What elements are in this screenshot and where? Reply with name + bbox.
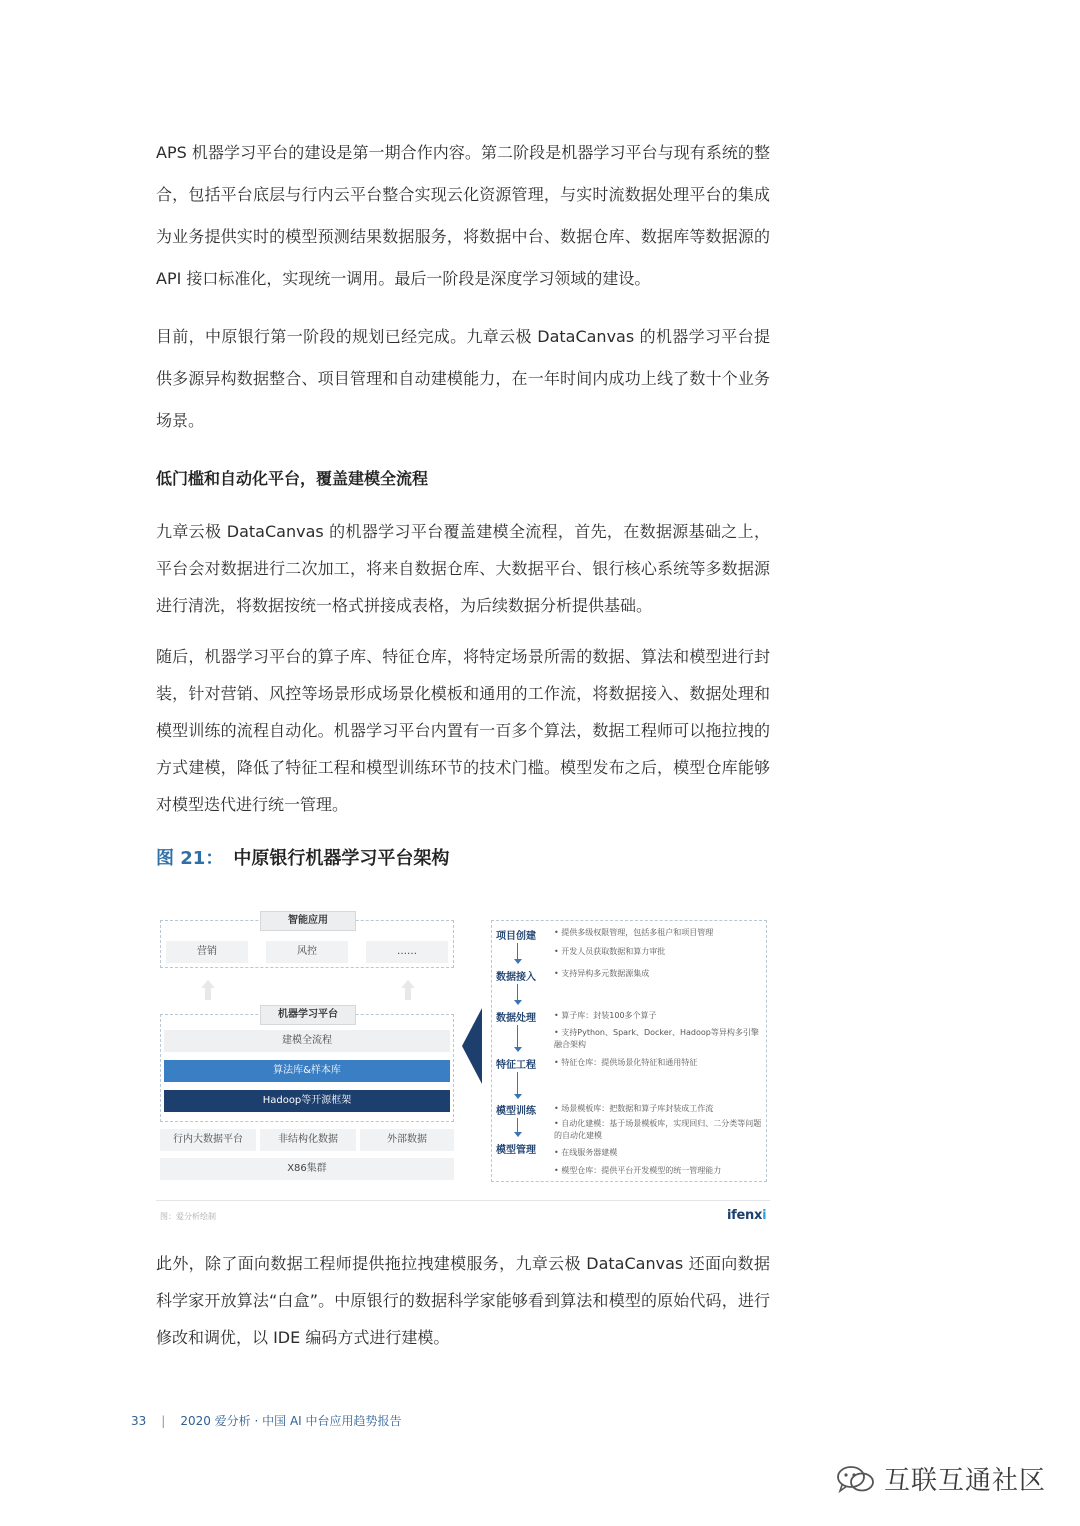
- watermark: [836, 1460, 1046, 1497]
- step-desc: [554, 968, 766, 980]
- flow-arrow-head-icon: [514, 1132, 522, 1137]
- figure-number: 图 21：: [156, 848, 224, 869]
- figure-source: 图：爱分析绘制: [160, 1212, 216, 1221]
- cluster-cell: X86集群: [160, 1158, 454, 1180]
- desc-line: • 自动化建模：基于场景模板库，实现回归、二分类等问题的自动化建模: [554, 1119, 762, 1140]
- desc-line: • 模型仓库：提供平台开发模型的统一管理能力: [554, 1166, 722, 1175]
- flow-arrow-head-icon: [514, 959, 522, 964]
- flow-arrow-icon: [517, 1118, 518, 1132]
- data-source-cell: 外部数据: [360, 1129, 454, 1151]
- paragraph-5: 此外，除了面向数据工程师提供拖拉拽建模服务，九章云极 DataCanvas 还面向数据科学家开放算法“白盒”。中原银行的数据科学家能够看到算法和模型的原始代码，进行修改和调优，以 IDE 编码方式进行建模。: [156, 1254, 770, 1347]
- desc-line: • 特征仓库：提供场景化特征和通用特征: [554, 1058, 698, 1067]
- up-arrow-icon: [201, 980, 215, 1000]
- desc-line: • 在线服务器建模: [554, 1148, 618, 1157]
- figure-divider: [156, 1200, 770, 1201]
- step-feature-engineering: 特征工程: [496, 1060, 536, 1071]
- desc-line: • 提供多级权限管理，包括多租户和项目管理: [554, 928, 714, 937]
- logo-text: ifenx: [727, 1208, 763, 1223]
- desc-line: • 开发人员获取数据和算力审批: [554, 947, 666, 956]
- pointer-triangle-icon: [462, 1008, 482, 1084]
- flow-arrow-icon: [517, 1072, 518, 1094]
- figure-title: [156, 844, 449, 870]
- page-number: 33: [131, 1414, 147, 1428]
- section-heading: 低门槛和自动化平台，覆盖建模全流程: [156, 469, 429, 488]
- flow-arrow-icon: [517, 1025, 518, 1047]
- flow-arrow-head-icon: [514, 1047, 522, 1052]
- hadoop-framework-bar: Hadoop等开源框架: [164, 1090, 450, 1112]
- chat-bubble-icon: [836, 1464, 876, 1494]
- paragraph-2: 目前，中原银行第一阶段的规划已经完成。九章云极 DataCanvas 的机器学习平台提供多源异构数据整合、项目管理和自动建模能力，在一年时间内成功上线了数十个业务场景。: [156, 327, 770, 430]
- modeling-flow-bar: 建模全流程: [164, 1030, 450, 1052]
- app-item: ……: [366, 941, 448, 963]
- desc-line: • 场景模板库：把数据和算子库封装成工作流: [554, 1104, 714, 1113]
- flow-arrow-icon: [517, 943, 518, 959]
- step-desc: [554, 927, 766, 958]
- flow-arrow-head-icon: [514, 1094, 522, 1099]
- ml-platform-label: 机器学习平台: [260, 1005, 356, 1025]
- architecture-diagram: [156, 900, 770, 1200]
- step-desc: [554, 1103, 766, 1142]
- algorithm-library-bar: 算法库&样本库: [164, 1060, 450, 1082]
- step-model-management: 模型管理: [496, 1145, 536, 1156]
- step-desc: [554, 1057, 766, 1069]
- step-data-processing: 数据处理: [496, 1013, 536, 1024]
- up-arrow-icon: [401, 980, 415, 1000]
- step-desc: [554, 1010, 766, 1051]
- desc-line: • 支持Python、Spark、Docker、Hadoop等异构多引擎融合架构: [554, 1028, 759, 1049]
- step-project-create: 项目创建: [496, 931, 536, 942]
- paragraph-4: 随后，机器学习平台的算子库、特征仓库，将特定场景所需的数据、算法和模型进行封装，针对营销、风控等场景形成场景化模板和通用的工作流，将数据接入、数据处理和模型训练的流程自动化。机器学习平台内置有一百多个算法，数据工程师可以拖拉拽的方式建模，降低了特征工程和模型训练环节的技术门槛。模型发布之后，模型仓库能够对模型迭代进行统一管理。: [156, 647, 770, 814]
- data-source-cell: 非结构化数据: [260, 1129, 356, 1151]
- watermark-text: 互联互通社区: [884, 1466, 1047, 1496]
- flow-arrow-head-icon: [514, 1000, 522, 1005]
- app-layer-label: 智能应用: [260, 911, 356, 931]
- footer-separator: |: [161, 1414, 166, 1428]
- step-desc: [554, 1147, 766, 1177]
- step-model-training: 模型训练: [496, 1106, 536, 1117]
- page-footer: [131, 1412, 402, 1429]
- logo-dot: i: [762, 1208, 767, 1223]
- flow-arrow-icon: [517, 984, 518, 1000]
- data-source-cell: 行内大数据平台: [160, 1129, 256, 1151]
- paragraph-1: APS 机器学习平台的建设是第一期合作内容。第二阶段是机器学习平台与现有系统的整合，包括平台底层与行内云平台整合实现云化资源管理，与实时流数据处理平台的集成为业务提供实时的模型预测结果数据服务，将数据中台、数据仓库、数据库等数据源的 API 接口标准化，实现统一调用。最后一阶段是深度学习领域的建设。: [156, 143, 770, 288]
- step-data-ingest: 数据接入: [496, 972, 536, 983]
- app-item: 风控: [266, 941, 348, 963]
- paragraph-3: 九章云极 DataCanvas 的机器学习平台覆盖建模全流程，首先，在数据源基础之上，平台会对数据进行二次加工，将来自数据仓库、大数据平台、银行核心系统等多数据源进行清洗，将数据按统一格式拼接成表格，为后续数据分析提供基础。: [156, 522, 770, 615]
- desc-line: • 支持异构多元数据源集成: [554, 969, 650, 978]
- report-title: 2020 爱分析 · 中国 AI 中台应用趋势报告: [180, 1414, 402, 1428]
- figure-title-text: 中原银行机器学习平台架构: [233, 848, 450, 869]
- app-item: 营销: [166, 941, 248, 963]
- ifenxi-logo: [727, 1208, 766, 1223]
- desc-line: • 算子库：封装100多个算子: [554, 1011, 657, 1020]
